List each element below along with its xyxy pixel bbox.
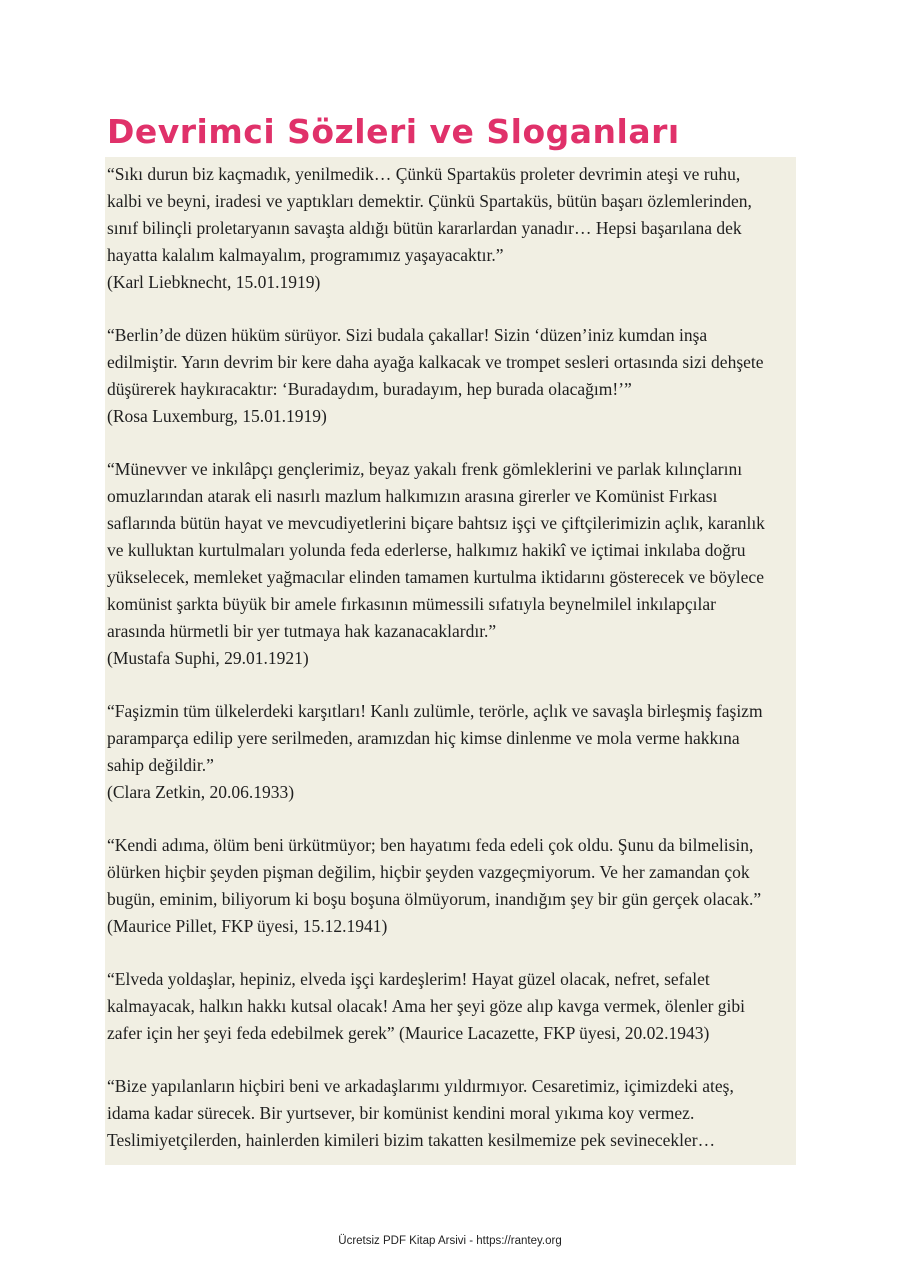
quote-block bbox=[107, 456, 796, 672]
footer-text: Ücretsiz PDF Kitap Arsivi - https://rantey.org bbox=[338, 1235, 562, 1247]
quote-block bbox=[107, 322, 796, 430]
quote-line: “Kendi adıma, ölüm beni ürkütmüyor; ben hayatımı feda edeli çok oldu. Şunu da bilmelisin, bbox=[107, 835, 754, 855]
quote-line: edilmiştir. Yarın devrim bir kere daha ayağa kalkacak ve trompet sesleri ortasında sizi dehşete bbox=[107, 352, 764, 372]
quote-line: zafer için her şeyi feda edebilmek gerek” (Maurice Lacazette, FKP üyesi, 20.02.1943) bbox=[107, 1023, 710, 1043]
quote-line: (Maurice Pillet, FKP üyesi, 15.12.1941) bbox=[107, 916, 388, 936]
quote-line: “Sıkı durun biz kaçmadık, yenilmedik… Çünkü Spartaküs proleter devrimin ateşi ve ruhu, bbox=[107, 164, 741, 184]
quote-line: Teslimiyetçilerden, hainlerden kimileri bizim takatten kesilmemize pek sevinecekler… bbox=[107, 1130, 716, 1150]
quote-line: “Faşizmin tüm ülkelerdeki karşıtları! Kanlı zulümle, terörle, açlık ve savaşla birleşmiş faşizm bbox=[107, 701, 763, 721]
quote-line: (Mustafa Suphi, 29.01.1921) bbox=[107, 648, 309, 668]
quote-line: idama kadar sürecek. Bir yurtsever, bir komünist kendini moral yıkıma koy vermez. bbox=[107, 1103, 695, 1123]
quote-block bbox=[107, 161, 796, 296]
quote-line: kalbi ve beyni, iradesi ve yaptıkları demektir. Çünkü Spartaküs, bütün başarı özlemlerinden, bbox=[107, 191, 752, 211]
quote-line: bugün, eminim, biliyorum ki boşu boşuna ölmüyorum, inandığım şey bir gün gerçek olacak.” bbox=[107, 889, 762, 909]
quote-line: (Clara Zetkin, 20.06.1933) bbox=[107, 782, 295, 802]
quote-line: “Münevver ve inkılâpçı gençlerimiz, beyaz yakalı frenk gömleklerini ve parlak kılınçlarını bbox=[107, 459, 743, 479]
quote-line: ölürken hiçbir şeyden pişman değilim, hiçbir şeyden vazgeçmiyorum. Ve her zamandan çok bbox=[107, 862, 750, 882]
quote-line: paramparça edilip yere serilmeden, aramızdan hiç kimse dinlenme ve mola verme hakkına bbox=[107, 728, 740, 748]
quote-line: “Berlin’de düzen hüküm sürüyor. Sizi budala çakallar! Sizin ‘düzen’iniz kumdan inşa bbox=[107, 325, 708, 345]
quote-line: kalmayacak, halkın hakkı kutsal olacak! Ama her şeyi göze alıp kavga vermek, ölenler gibi bbox=[107, 996, 746, 1016]
quote-line: saflarında bütün hayat ve mevcudiyetlerini biçare bahtsız işçi ve çiftçilerimizin açlık, karanlık bbox=[107, 513, 765, 533]
quote-line: sahip değildir.” bbox=[107, 755, 214, 775]
quote-line: arasında hürmetli bir yer tutmaya hak kazanacaklardır.” bbox=[107, 621, 497, 641]
quote-line: yükselecek, memleket yağmacılar elinden tamamen kurtulma iktidarını gösterecek ve böylece bbox=[107, 567, 764, 587]
quote-block bbox=[107, 832, 796, 940]
quote-line: “Elveda yoldaşlar, hepiniz, elveda işçi kardeşlerim! Hayat güzel olacak, nefret, sefalet bbox=[107, 969, 710, 989]
quote-line: (Karl Liebknecht, 15.01.1919) bbox=[107, 272, 321, 292]
quote-line: sınıf bilinçli proletaryanın savaşta aldığı bütün kararlardan yanadır… Hepsi başarılana dek bbox=[107, 218, 742, 238]
quote-line: (Rosa Luxemburg, 15.01.1919) bbox=[107, 406, 327, 426]
quote-block bbox=[107, 698, 796, 806]
quote-line: komünist şarkta büyük bir amele fırkasının mümessili sıfatıyla beynelmilel inkılapçılar bbox=[107, 594, 716, 614]
quote-block bbox=[107, 1073, 796, 1154]
quotes-container bbox=[105, 157, 796, 1165]
quote-line: “Bize yapılanların hiçbiri beni ve arkadaşlarımı yıldırmıyor. Cesaretimiz, içimizdeki ateş, bbox=[107, 1076, 734, 1096]
page-title: Devrimci Sözleri ve Sloganları bbox=[107, 112, 680, 151]
quote-line: ve kulluktan kurtulmaları yolunda feda ederlerse, halkımız hakikî ve içtimai inkılaba doğru bbox=[107, 540, 746, 560]
quote-block bbox=[107, 966, 796, 1047]
quote-line: hayatta kalalım kalmayalım, programımız yaşayacaktır.” bbox=[107, 245, 504, 265]
quote-line: omuzlarından atarak eli nasırlı mazlum halkımızın arasına girerler ve Komünist Fırkası bbox=[107, 486, 718, 506]
quote-line: düşürerek haykıracaktır: ‘Buradaydım, buradayım, hep burada olacağım!’” bbox=[107, 379, 632, 399]
